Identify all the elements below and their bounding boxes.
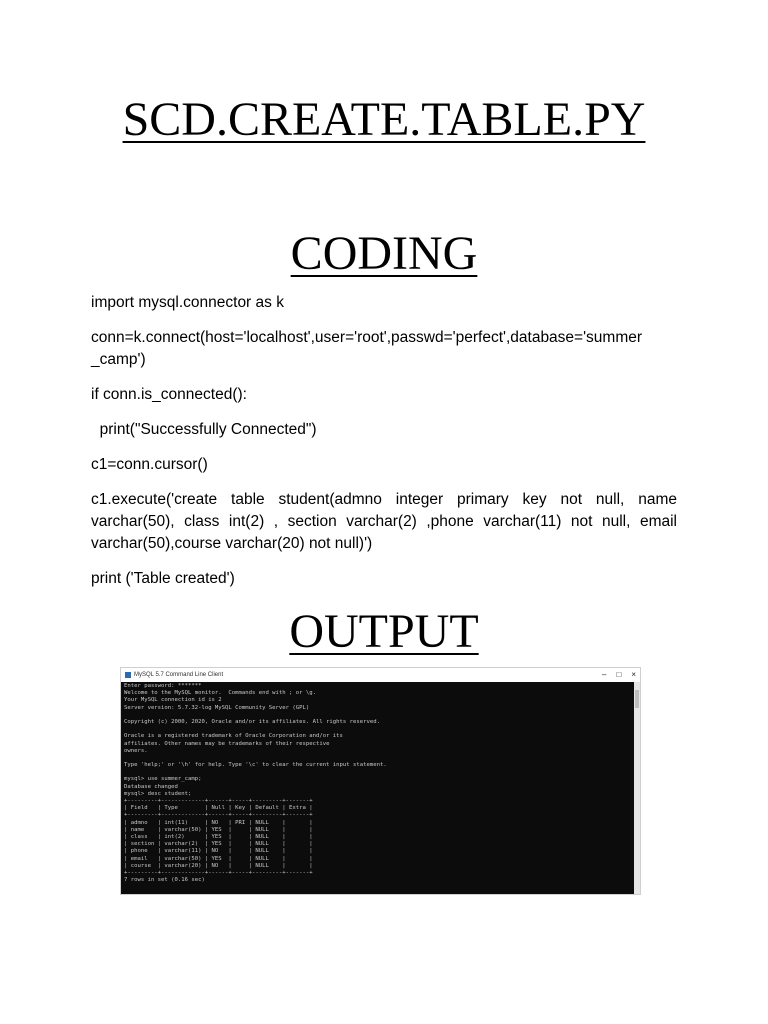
console-line: Type 'help;' or '\h' for help. Type '\c' to clear the current input statement. bbox=[124, 762, 387, 769]
scrollbar-thumb[interactable] bbox=[635, 690, 639, 708]
console-line: | name | varchar(50) | YES | | NULL | | bbox=[124, 826, 313, 833]
output-heading: OUTPUT bbox=[289, 605, 479, 658]
code-line-print-connected: print("Successfully Connected") bbox=[91, 421, 317, 438]
console-line bbox=[124, 712, 630, 719]
console-line: +---------+-------------+------+-----+---------+-------+ bbox=[124, 812, 313, 819]
console-titlebar bbox=[121, 668, 640, 682]
console-line: | phone | varchar(11) | NO | | NULL | | bbox=[124, 848, 313, 855]
console-line: owners. bbox=[124, 747, 148, 754]
console-line: | admno | int(11) | NO | PRI | NULL | | bbox=[124, 819, 313, 826]
code-line-cursor: c1=conn.cursor() bbox=[91, 456, 208, 473]
document-title: SCD.CREATE.TABLE.PY bbox=[122, 93, 646, 146]
console-line: 7 rows in set (0.16 sec) bbox=[124, 877, 205, 884]
console-line: | email | varchar(50) | YES | | NULL | | bbox=[124, 855, 313, 862]
minimize-icon[interactable]: – bbox=[602, 670, 607, 679]
maximize-icon[interactable]: □ bbox=[616, 670, 622, 679]
console-scrollbar[interactable] bbox=[634, 682, 640, 894]
console-line: +---------+-------------+------+-----+---------+-------+ bbox=[124, 798, 313, 804]
console-line: affiliates. Other names may be trademarks of their respective bbox=[124, 740, 330, 747]
code-block bbox=[91, 292, 682, 603]
console-line: Server version: 5.7.32-log MySQL Community Server (GPL) bbox=[124, 704, 310, 711]
console-line: mysql> use summer_camp; bbox=[124, 776, 202, 783]
console-line: +---------+-------------+------+-----+---------+-------+ bbox=[124, 869, 313, 876]
console-line: Your MySQL connection id is 2 bbox=[124, 697, 222, 704]
console-line: | Field | Type | Null | Key | Default | Extra | bbox=[124, 805, 313, 812]
code-line-execute: c1.execute('create table student(admno integer primary key not null, name varchar(50), class int(2) , section varchar(2) ,phone varchar(11) not null, email varchar(50),course varchar(20) not null)') bbox=[91, 491, 682, 552]
console-line bbox=[124, 726, 630, 733]
console-output bbox=[121, 682, 640, 884]
console-line: | section | varchar(2) | YES | | NULL | | bbox=[124, 841, 313, 848]
console-window bbox=[121, 668, 640, 894]
console-line: Copyright (c) 2000, 2020, Oracle and/or its affiliates. All rights reserved. bbox=[124, 718, 380, 725]
console-line: mysql> desc student; bbox=[124, 790, 192, 797]
window-controls bbox=[602, 668, 636, 682]
console-line bbox=[124, 755, 630, 762]
coding-heading: CODING bbox=[290, 227, 478, 280]
code-line-print-created: print ('Table created') bbox=[91, 570, 235, 587]
console-line: Enter password: ******* bbox=[124, 683, 202, 689]
code-line-import: import mysql.connector as k bbox=[91, 294, 284, 311]
console-line bbox=[124, 769, 630, 776]
console-line: Oracle is a registered trademark of Oracle Corporation and/or its bbox=[124, 733, 343, 740]
console-line: Welcome to the MySQL monitor. Commands end with ; or \g. bbox=[124, 690, 316, 697]
console-window-title: MySQL 5.7 Command Line Client bbox=[134, 672, 224, 678]
code-line-connect: conn=k.connect(host='localhost',user='root',passwd='perfect',database='summer _camp') bbox=[91, 329, 647, 368]
console-line: | course | varchar(20) | NO | | NULL | | bbox=[124, 862, 313, 869]
close-icon[interactable]: × bbox=[631, 670, 636, 679]
console-line: Database changed bbox=[124, 783, 178, 790]
code-line-if: if conn.is_connected(): bbox=[91, 386, 247, 403]
mysql-app-icon bbox=[125, 672, 131, 678]
console-line: | class | int(2) | YES | | NULL | | bbox=[124, 833, 313, 840]
